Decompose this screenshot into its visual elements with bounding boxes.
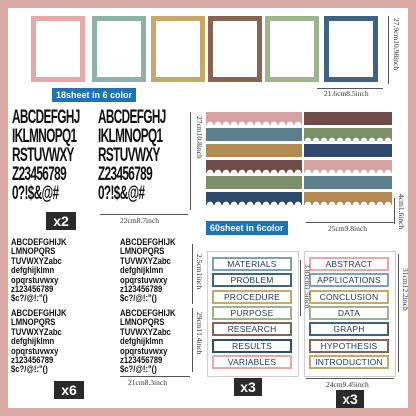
word-card: ABSTRACT — [309, 257, 389, 271]
word-card: MATERIALS — [212, 257, 292, 271]
straight-border-strip — [304, 144, 392, 157]
word-right-count-badge: x3 — [336, 390, 364, 408]
small-letter-sheet-4 — [120, 308, 176, 374]
word-width-label: 24cm9.45inch — [326, 380, 369, 389]
border-height-line — [394, 198, 395, 224]
small-letter-line: TUVWXYZabc — [120, 254, 171, 266]
borders-caption: 60sheet in 6color — [206, 221, 288, 235]
big-letter-line: IKLMNOPQ1 — [12, 126, 77, 147]
word-left-count-badge: x3 — [234, 378, 262, 396]
word-card: GRAPH — [309, 322, 389, 336]
word-card: VARIABLES — [212, 355, 292, 369]
small-letter-line: ABCDEFGHIJK — [120, 236, 176, 247]
product-infographic — [8, 8, 408, 408]
small-letter-count-badge: x6 — [54, 381, 84, 399]
word-height-line — [300, 260, 301, 316]
word-card: PURPOSE — [212, 306, 292, 320]
small-letter-sheet-3 — [11, 308, 67, 374]
small-letter-width-line — [120, 376, 190, 377]
small-letter-line: TUVWXYZabc — [11, 325, 62, 337]
big-letter-count-badge: x2 — [46, 212, 76, 230]
small-letter-line: LMNOPQRS — [120, 316, 165, 328]
straight-border-strip — [206, 144, 302, 157]
small-letter-line: ABCDEFGHIJK — [11, 236, 67, 247]
big-letter-line: RSTUVWXY — [98, 145, 160, 166]
small-letter-line: $c?/@!:"() — [11, 363, 48, 375]
small-letter-line: defghijklmn — [120, 335, 164, 347]
small-letter-line: opqrstuvwxy — [11, 344, 59, 356]
straight-border-strip — [206, 128, 302, 141]
big-letter-width-label: 22cm8.7inch — [120, 216, 159, 225]
small-letter-line: $c?/@!:"() — [120, 292, 157, 304]
word-card: RESEARCH — [212, 322, 292, 336]
small-letter-line: LMNOPQRS — [11, 245, 56, 257]
big-letter-line: 0?!$&@# — [98, 183, 145, 204]
straight-border-strip — [304, 176, 392, 189]
word-card: INTRODUCTION — [309, 355, 389, 369]
frames-caption: 18sheet in 6 color — [52, 88, 136, 102]
small-letter-line: LMNOPQRS — [120, 245, 165, 257]
big-letter-line: Z23456789 — [12, 164, 67, 185]
small-letter-sheet-2 — [120, 237, 176, 303]
scalloped-border-strip — [304, 160, 392, 173]
big-letter-line: 0?!$&@# — [12, 183, 59, 204]
big-letter-line: Z23456789 — [98, 164, 153, 185]
big-letter-line: IKLMNOPQ1 — [98, 126, 163, 147]
big-letter-height-label: 27cm10.8inch — [195, 116, 204, 159]
word-card: CONCLUSION — [309, 290, 389, 304]
border-width-line — [306, 222, 394, 223]
border-width-label: 25cm9.8inch — [328, 224, 367, 233]
word-card: APPLICATIONS — [309, 273, 389, 287]
frame-height-line — [388, 16, 389, 84]
word-sheet-height-label: 31cm12.2inch — [401, 268, 410, 311]
small-letter-line: z123456789 — [120, 283, 163, 295]
frame-sheet — [151, 16, 205, 82]
frame-sheet — [265, 16, 319, 82]
word-card: PROCEDURE — [212, 290, 292, 304]
frame-sheet — [324, 16, 378, 82]
scalloped-border-strip — [206, 192, 302, 205]
scalloped-border-strip — [304, 128, 392, 141]
small-letter-size-label: 2.5cm1inch — [195, 254, 204, 290]
word-width-line — [306, 378, 394, 379]
word-sheet-height-line — [398, 254, 399, 372]
straight-border-strip — [304, 112, 392, 125]
small-letter-height-label: 29cm11.4inch — [195, 312, 204, 355]
small-letter-line: z123456789 — [11, 354, 54, 366]
small-letter-line: opqrstuvwxy — [120, 273, 168, 285]
small-letter-line: ABCDEFGHIJK — [11, 307, 67, 318]
small-letter-line: ABCDEFGHIJK — [120, 307, 176, 318]
word-height-label: 3.81cm1.5inch — [303, 264, 312, 309]
big-letter-line: ABCDEFGHJ — [98, 107, 166, 128]
big-letter-line: ABCDEFGHJ — [12, 107, 80, 128]
small-letter-height-line — [192, 308, 193, 372]
small-letter-line: opqrstuvwxy — [11, 273, 59, 285]
small-letter-line: TUVWXYZabc — [120, 325, 171, 337]
small-letter-line: $c?/@!:"() — [11, 292, 48, 304]
big-letter-sheet-1 — [12, 108, 80, 203]
big-letter-height-line — [190, 112, 191, 210]
scalloped-border-strip — [304, 192, 392, 205]
small-letter-line: defghijklmn — [11, 335, 55, 347]
small-letter-sheet-1 — [11, 237, 67, 303]
small-letter-line: defghijklmn — [120, 264, 164, 276]
word-card: DATA — [309, 306, 389, 320]
small-letter-line: defghijklmn — [11, 264, 55, 276]
big-letter-line: RSTUVWXY — [12, 145, 74, 166]
small-letter-width-label: 21cm8.3inch — [128, 378, 167, 387]
frame-sheet — [31, 16, 85, 82]
straight-border-strip — [206, 176, 302, 189]
small-letter-line: opqrstuvwxy — [120, 344, 168, 356]
frame-width-label: 21.6cm8.5inch — [324, 89, 369, 98]
frame-height-label: 27.9cm10.98inch — [392, 18, 401, 71]
word-card: PROBLEM — [212, 273, 292, 287]
small-letter-line: z123456789 — [120, 354, 163, 366]
small-letter-line: TUVWXYZabc — [11, 254, 62, 266]
big-letter-sheet-2 — [98, 108, 166, 203]
scalloped-border-strip — [206, 160, 302, 173]
small-letter-size-line — [192, 244, 193, 304]
big-letter-width-line — [100, 214, 188, 215]
frame-sheet — [92, 16, 146, 82]
small-letter-line: $c?/@!:"() — [120, 363, 157, 375]
word-card: RESULTS — [212, 339, 292, 353]
small-letter-line: LMNOPQRS — [11, 316, 56, 328]
scalloped-border-strip — [206, 112, 302, 125]
frame-sheet — [208, 16, 262, 82]
border-height-label: 4cm1.6inch — [397, 194, 406, 230]
small-letter-line: z123456789 — [11, 283, 54, 295]
word-card: HYPOTHESIS — [309, 339, 389, 353]
